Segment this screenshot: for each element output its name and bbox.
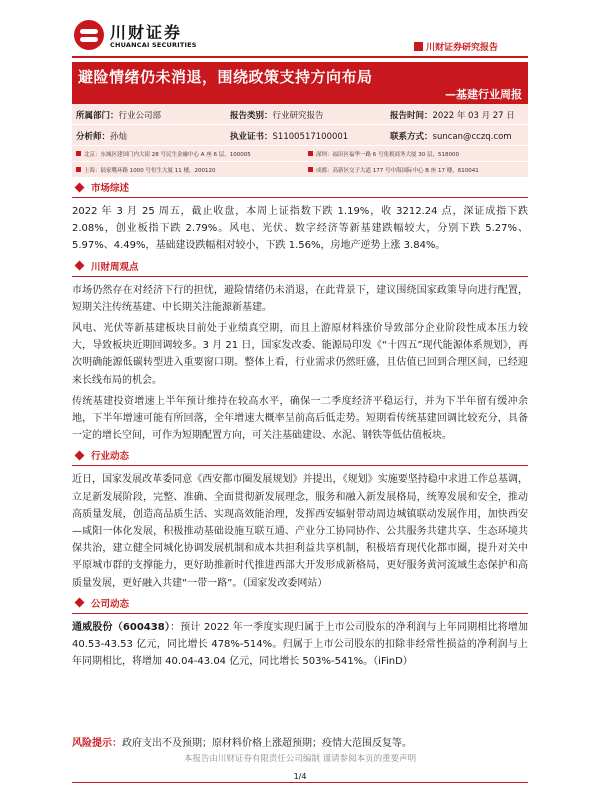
company-paragraph xyxy=(72,619,528,671)
company-logo-icon xyxy=(74,20,104,50)
dept-value: 行业公司部 xyxy=(118,111,162,121)
diamond-bullet-icon xyxy=(75,261,85,271)
type-value: 行业研究报告 xyxy=(272,111,324,121)
cert-value: S1100517100001 xyxy=(272,132,349,142)
diamond-bullet-icon xyxy=(75,598,85,608)
analyst-label: 分析师： xyxy=(76,132,111,142)
view-paragraph-3: 传统基建投资增速上半年预计维持在较高水平，确保一二季度经济平稳运行，并为下半年留有缓冲余地，下半年增速可能有所回落，全年增速大概率呈前高后低走势。短期看传统基建回调比较充分，具备一定的增长空间，可作为短期配置方向，可关注基础建设、水泥、钢铁等低估值板块。 xyxy=(72,395,528,442)
address-shanghai: 上海：陆家嘴环路 1000 号恒生大厦 11 楼，200120 xyxy=(84,168,216,174)
title-band xyxy=(72,62,528,104)
date-value: 2022 年 03 月 27 日 xyxy=(432,111,515,121)
section-title: 川财周观点 xyxy=(91,261,139,273)
section-view xyxy=(72,259,528,273)
section-title: 行业动态 xyxy=(91,451,130,463)
address-shenzhen: 深圳：福田区福华一路 6 号免税商务大厦 30 层，518000 xyxy=(316,152,459,158)
industry-paragraph: 近日，国家发展改革委同意《西安都市圈发展规划》并提出，《规划》实施要坚持稳中求进工作总基调，立足新发展阶段，完整、准确、全面贯彻新发展理念，服务和融入新发展格局，统筹发展和安全，推动高质量发展，创造高品质生活、实现高效能治理，发挥西安辐射带动周边城镇联动发展作用，加快西安—咸阳一体化发展，积极推动基础设施互联互通、产业分工协同协作、公共服务共建共享、生态环境共保共治，建立健全同城化协调发展机制和成本共担利益共享机制，积极培育现代化都市圈，提升对关中平原城市群的支撑能力，更好助推新时代推进西部大开发形成新格局，更好服务黄河流域生态保护和高质量发展，更好融入共建“一带一路”。（国家发改委网站） xyxy=(72,474,528,589)
section-company xyxy=(72,596,528,610)
section-divider xyxy=(72,613,528,614)
address-row-2 xyxy=(72,162,528,178)
market-paragraph: 2022 年 3 月 25 周五，截止收盘，本周上证指数下跌 1.19%，收 3212.24 点，深证成指下跌 2.08%，创业板指下跌 2.79%。风电、光伏、数字经济等新基建跌幅较大，分别下跌 5.27%、5.97%、4.49%，基础建设跌幅相对较小，下跌 1.56%，房地产逆势上涨 3.84%。 xyxy=(72,206,528,252)
section-title: 市场综述 xyxy=(91,183,130,194)
info-row-2 xyxy=(72,125,528,146)
footer-disclaimer: 本报告由川财证券有限责任公司编制 谨请参阅本页的重要声明 xyxy=(183,754,417,764)
risk-text: 政府支出不及预期；原材料价格上涨超预期；疫情大范围反复等。 xyxy=(122,738,412,749)
address-beijing: 北京：东城区建国门内大街 28 号民生金融中心 A 座 6 层，100005 xyxy=(84,152,251,158)
address-dot-icon xyxy=(308,151,313,156)
report-header xyxy=(0,0,600,62)
section-divider xyxy=(72,276,528,277)
address-dot-icon xyxy=(308,167,313,172)
page-number: 1/4 xyxy=(293,772,307,781)
risk-label: 风险提示： xyxy=(72,738,122,749)
company-name-cn: 川财证券 xyxy=(110,23,183,42)
report-title: 避险情绪仍未消退，围绕政策支持方向布局 xyxy=(78,68,373,86)
diamond-bullet-icon xyxy=(75,450,85,460)
section-market xyxy=(72,180,528,194)
report-body xyxy=(72,180,528,674)
address-chengdu: 成都：高新区交子大道 177 号中海国际中心 B 座 17 楼，610041 xyxy=(316,168,479,174)
section-divider xyxy=(72,465,528,466)
report-subtitle: —基建行业周报 xyxy=(445,88,522,101)
address-dot-icon xyxy=(76,151,81,156)
risk-warning xyxy=(72,734,528,749)
company-name: 通威股份（600438） xyxy=(72,621,171,633)
dept-label: 所属部门： xyxy=(76,111,119,121)
address-row-1 xyxy=(72,146,528,162)
contact-label: 联系方式： xyxy=(390,132,433,142)
date-label: 报告时间： xyxy=(390,111,433,121)
view-paragraph-2: 风电、光伏等新基建板块目前处于业绩真空期，而且上游原材料涨价导致部分企业阶段性成本压力较大，导致板块近期回调较多。3 月 21 日，国家发改委、能源局印发《“十四五”现代能源体系规划》，再次明确能源低碳转型进入重要窗口期。整体上看，行业需求仍然旺盛，且估值已回到合理区间，已经迎来长线布局的机会。 xyxy=(72,323,528,386)
type-label: 报告类别： xyxy=(230,111,273,121)
analyst-value: 孙灿 xyxy=(110,132,128,142)
diamond-bullet-icon xyxy=(75,182,85,192)
header-divider xyxy=(72,56,528,58)
section-divider xyxy=(72,197,528,198)
brand-tag xyxy=(414,40,498,53)
section-title: 公司动态 xyxy=(91,598,130,610)
company-name-en: CHUANCAI SECURITIES xyxy=(110,41,197,49)
view-paragraph-1: 市场仍然存在对经济下行的担忧，避险情绪仍未消退，在此背景下，建议围绕国家政策导向进行配置，短期关注传统基建、中长期关注能源新基建。 xyxy=(72,284,528,313)
company-text: ：预计 2022 年一季度实现归属于上市公司股东的净利润与上年同期相比将增加 40.53-43.53 亿元，同比增长 478%-514%。归属于上市公司股东的扣除非经常性损益的净利润与上年同期相比，将增加 40.04-43.04 亿元，同比增长 503%-541%。（iFinD） xyxy=(72,621,529,668)
section-industry xyxy=(72,448,528,462)
address-dot-icon xyxy=(76,167,81,172)
contact-email[interactable]: suncan@cczq.com xyxy=(432,132,512,142)
footer-divider xyxy=(72,782,528,783)
cert-label: 执业证书： xyxy=(230,132,273,142)
brand-square-icon xyxy=(414,42,423,51)
brand-tag-text: 川财证券研究报告 xyxy=(426,43,499,53)
info-row-1 xyxy=(72,104,528,125)
report-info-box xyxy=(72,104,528,178)
